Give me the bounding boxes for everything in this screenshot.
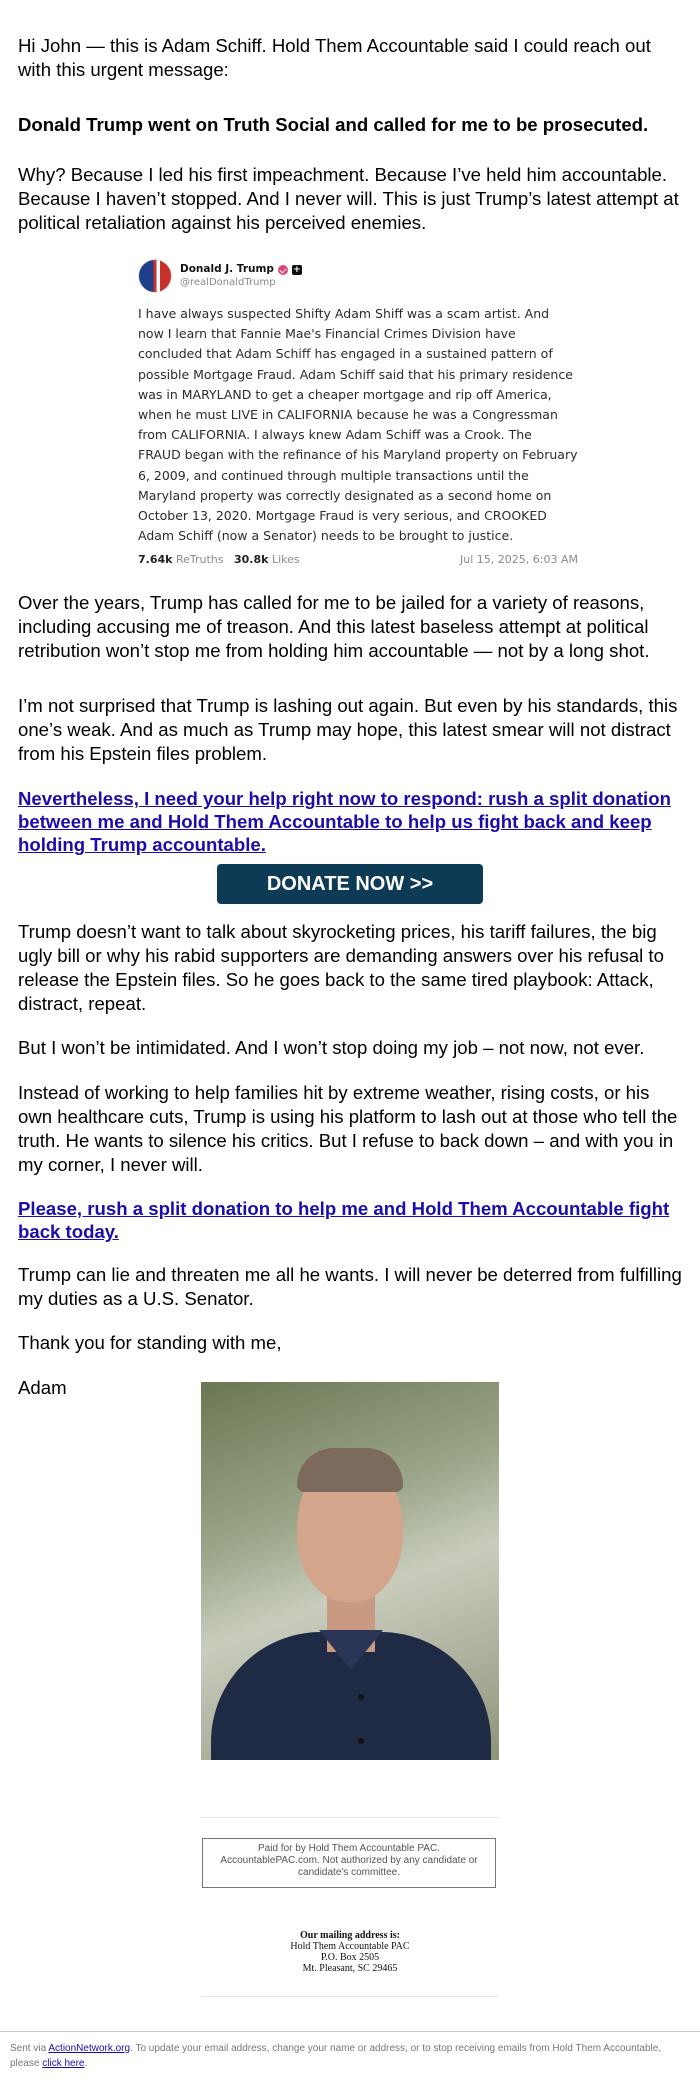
post-date: Jul 15, 2025, 6:03 AM: [460, 552, 578, 566]
divider: [201, 1817, 499, 1818]
likes-label: Likes: [271, 552, 300, 566]
truth-social-post: [138, 256, 578, 568]
why-paragraph: Why? Because I led his first impeachment. Because I’ve held him accountable. Because I haven’t stopped. And I never will. This is just Trump’s latest attempt at political retaliation against his perceived enemies.: [18, 164, 679, 233]
retruths-count: 7.64k: [138, 552, 173, 566]
post-header: [138, 256, 578, 296]
mailing-line-3: Mt. Pleasant, SC 29465: [302, 1963, 398, 1974]
signoff: Adam: [18, 1377, 67, 1399]
mailing-line-2: P.O. Box 2505: [320, 1952, 380, 1963]
retruths-label: ReTruths: [175, 552, 224, 566]
mailing-address: [201, 1930, 499, 1974]
post-handle: @realDonaldTrump: [180, 277, 276, 288]
post-stats: [138, 550, 578, 568]
divider: [201, 1996, 499, 1997]
footer: Sent via ActionNetwork.org. To update your email address, change your name or address, or to stop receiving emails from Hold Them Accountable, please click here.: [10, 2043, 662, 2069]
instead-paragraph: Instead of working to help families hit by extreme weather, rising costs, or his own healthcare cuts, Trump is using his platform to lash out at those who tell the truth. He wants to silence his critics. But I refuse to back down – and with you in my corner, I never will.: [18, 1082, 678, 1176]
not-surprised-paragraph: I’m not surprised that Trump is lashing out again. But even by his standards, this one’s weak. And as much as Trump may hope, this latest smear will not distract from his Epstein files problem.: [18, 695, 678, 765]
headline: Donald Trump went on Truth Social and called for me to be prosecuted.: [18, 114, 649, 135]
post-text: I have always suspected Shifty Adam Shiff was a scam artist. And now I learn that Fannie Mae's Financial Crimes Division have concluded that Adam Schiff has engaged in a sustained pattern of possible Mortgage Fraud. Adam Schiff said that his primary residence was in MARYLAND to get a cheaper mortgage and rip off America, when he must LIVE in CALIFORNIA because he was a Congressman from CALIFORNIA. I always knew Adam Schiff was a Crook. The FRAUD began with the refinance of his Maryland property on February 6, 2009, and continued through multiple transactions until the Maryland property was correctly designated as a second home on October 13, 2020. Mortgage Fraud is very serious, and CROOKED Adam Schiff (now a Senator) needs to be brought to justice.: [138, 306, 578, 544]
adam-schiff-photo: [201, 1382, 499, 1760]
plus-icon: +: [293, 264, 301, 275]
mailing-heading: Our mailing address is:: [300, 1930, 400, 1941]
mailing-line-1: Hold Them Accountable PAC: [290, 1941, 410, 1952]
intro-paragraph: Hi John — this is Adam Schiff. Hold Them Accountable said I could reach out with this urgent message:: [18, 35, 651, 80]
unsubscribe-link[interactable]: click here: [42, 2058, 85, 2069]
intimidated-paragraph: But I won’t be intimidated. And I won’t stop doing my job – not now, not ever.: [18, 1037, 645, 1059]
email-body: [18, 34, 682, 1400]
post-author-name: Donald J. Trump: [180, 263, 274, 275]
avatar: [138, 259, 172, 293]
lie-paragraph: Trump can lie and threaten me all he wants. I will never be deterred from fulfilling my duties as a U.S. Senator.: [18, 1264, 682, 1310]
footer-divider: [0, 2031, 700, 2032]
donate-link-1[interactable]: Nevertheless, I need your help right now to respond: rush a split donation between me and Hold Them Accountable to help us fight back and keep holding Trump accountable.: [18, 788, 671, 856]
paid-for-disclaimer: Paid for by Hold Them Accountable PAC. AccountablePAC.com. Not authorized by any candidate or candidate's committee.: [202, 1838, 496, 1888]
donate-link-2[interactable]: Please, rush a split donation to help me and Hold Them Accountable fight back today.: [18, 1198, 670, 1243]
verified-badge-icon: [278, 265, 288, 275]
over-the-years-paragraph: Over the years, Trump has called for me to be jailed for a variety of reasons, including accusing me of treason. And this latest baseless attempt at political retribution won’t stop me from holding him accountable — not by a long shot.: [18, 592, 650, 662]
likes-count: 30.8k: [234, 552, 269, 566]
trump-doesnt-paragraph: Trump doesn’t want to talk about skyrocketing prices, his tariff failures, the big ugly bill or why his rabid supporters are demanding answers over his refusal to release the Epstein files. So he goes back to the same tired playbook: Attack, distract, repeat.: [18, 921, 664, 1015]
thanks-paragraph: Thank you for standing with me,: [18, 1332, 282, 1354]
actionnetwork-link[interactable]: ActionNetwork.org: [48, 2043, 131, 2054]
donate-now-button[interactable]: DONATE NOW >>: [217, 864, 483, 904]
